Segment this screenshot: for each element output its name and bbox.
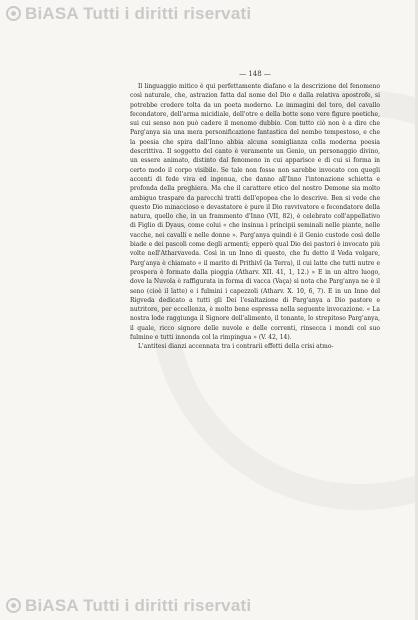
document-page (130, 70, 380, 352)
biasa-logo-icon (6, 598, 21, 613)
watermark-top-text: BiASA Tutti i diritti riservati (25, 4, 252, 23)
watermark-bottom (6, 596, 412, 616)
paragraph-2: L'antitesi dianzi accennata tra i contrarii effetti della crisi atmo- (138, 343, 334, 351)
biasa-logo-icon (6, 6, 21, 21)
paragraph-1: Il linguaggio mitico è qui perfettamente diafano e la descrizione del fenomeno così naturale, che, astrazion fatta dal nome del Dio e dalla relativa apostrofe, si potrebbe credere tolta da un poeta moderno. Le immagini del toro, del cavallo fecondatore, dell'arma micidiale, dell'otre e della botte sono vere figure poetiche, sui cui senso non può cadere il menomo dubbio. Con tutto ciò non è a dire che Parg'anya sia una mera personificazione fantastica del nembo tempestoso, e che la poesia che spira dall'Inno abbia alcuna somiglianza colla moderna poesia descrittiva. Il soggetto del canto è veramente un Genio, un personaggio divino, un essere animato, distinto dal fenomeno in cui apparisce e di cui si forma in certo modo il corpo visibile. Se tale non fosse non sarebbe invocato con quegli accenti di fede viva ed ingenua, che danno all'Inno l'intonazione schietta e profonda della preghiera. Ma che il carattere etico del nostro Demone sia molto ambiguo traspare da parecchi tratti dell'epopea che lo descrive. Ben si vede che questo Dio minaccioso e devastatore è pure il Dio ravvivatore e fecondatore della natura, quello che, in un frammento d'Inno (VII, 82), è celebrato coll'appellativo di Figlio di Dyaus, come colui « che insinua i principii seminali nelle piante, nelle vacche, nei cavalli e nelle donne ». Parg'anya quindi è il Genio custode così delle biade e dei pascoli come degli armenti; epperò qual Dio dei pastori è invocato più volte nell'Atharvaveda. Così in un Inno di questo, che fu detto il Veda volgare, Parg'anya è chiamato « il marito di Prithivî (la Terra), il cui latte che tutti nutre e prospera è formato dalla pioggia (Atharv. XII. 41, 1, 12.) » E in un altro luogo, dove la Nuvola è raffigurata in forma di vacca (Vaça) si nota che Parg'anya ne è il seno (cioè il latte) e i fulmini i capezzoli (Atharv. X. 10, 6, 7). E in un Inno del Rigveda dedicato a tutti gli Dei l'esaltazione di Parg'anya a Dio pastore e nutritore, per eccellenza, è molto bene espressa nella seguente invocazione. « La nostra lode raggiunga il Signore dell'alimento, il tonante, lo strepitoso Parg'anya, il quale, ricco signore delle nuvole e delle correnti, rinsecca i mondi col suo fulmine e tutti innonda col la rimpingua » (V. 42, 14). (130, 83, 380, 342)
watermark-top (6, 4, 412, 24)
page-number: — 148 — (239, 70, 271, 78)
watermark-bottom-text: BiASA Tutti i diritti riservati (25, 596, 252, 615)
